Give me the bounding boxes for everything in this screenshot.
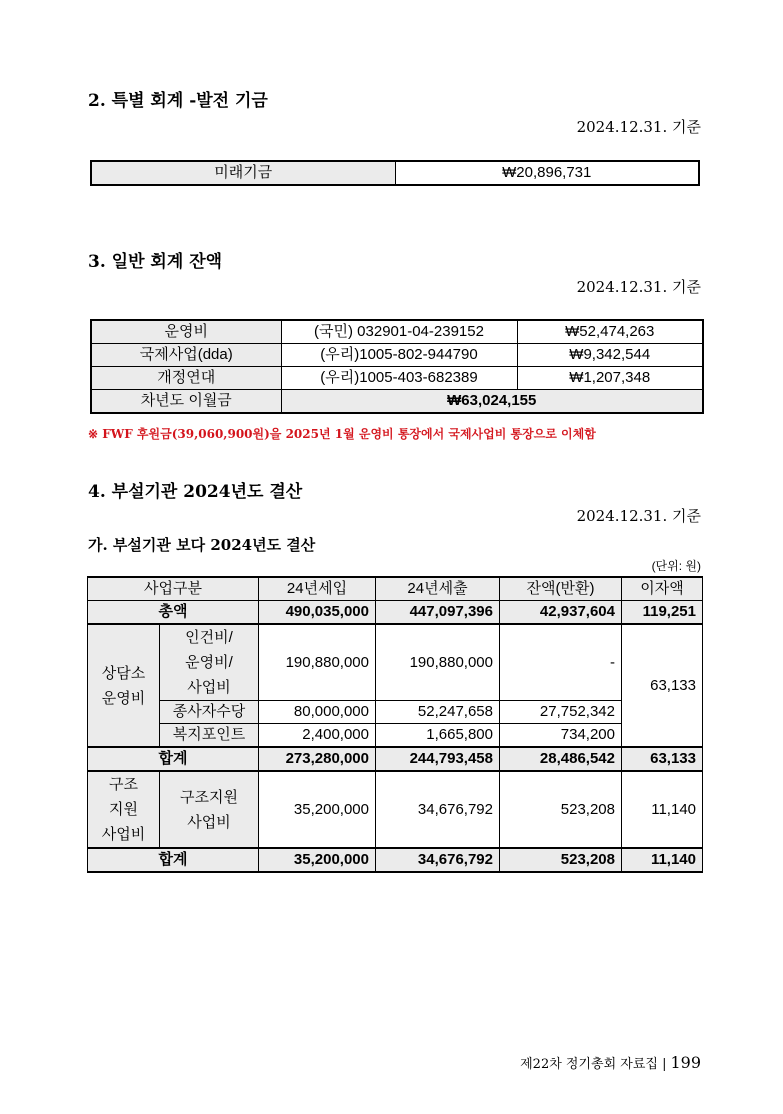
subtotal-interest: 63,133 bbox=[622, 747, 703, 771]
unit-label: (단위: 원) bbox=[651, 559, 701, 573]
counseling-item-expense: 52,247,658 bbox=[376, 701, 500, 724]
account-number: (우리)1005-403-682389 bbox=[281, 367, 517, 390]
rescue-subtotal-row bbox=[88, 848, 703, 872]
counseling-item-income: 2,400,000 bbox=[259, 724, 376, 748]
settlement-table bbox=[87, 576, 703, 873]
future-fund-value: ₩20,896,731 bbox=[502, 164, 592, 181]
total-row bbox=[88, 601, 703, 625]
future-fund-table bbox=[90, 160, 700, 186]
counseling-item-label: 복지포인트 bbox=[160, 724, 259, 748]
header-interest: 이자액 bbox=[622, 577, 703, 601]
subtotal-label: 합계 bbox=[88, 747, 259, 771]
page-footer bbox=[520, 1053, 701, 1072]
counseling-item-income: 190,880,000 bbox=[259, 624, 376, 701]
header-balance: 잔액(반환) bbox=[500, 577, 622, 601]
footer-text: 제22차 정기총회 자료집 | bbox=[520, 1057, 667, 1072]
account-name: 개정연대 bbox=[91, 367, 281, 390]
carryover-label: 차년도 이월금 bbox=[91, 390, 281, 414]
subtotal-income: 35,200,000 bbox=[259, 848, 376, 872]
subtotal-income: 273,280,000 bbox=[259, 747, 376, 771]
header-row bbox=[88, 577, 703, 601]
table-row bbox=[88, 701, 703, 724]
section4-title: 4. 부설기관 2024년도 결산 bbox=[88, 482, 303, 502]
section4-date: 2024.12.31. 기준 bbox=[576, 507, 701, 525]
subtotal-expense: 34,676,792 bbox=[376, 848, 500, 872]
account-name: 운영비 bbox=[91, 320, 281, 344]
table-row bbox=[88, 771, 703, 848]
counseling-item-balance: 27,752,342 bbox=[500, 701, 622, 724]
page-number: 199 bbox=[670, 1053, 701, 1072]
section4-subtitle: 가. 부설기관 보다 2024년도 결산 bbox=[88, 536, 316, 554]
rescue-group-label: 구조 지원 사업비 bbox=[88, 771, 160, 848]
account-number: (우리)1005-802-944790 bbox=[281, 344, 517, 367]
table-row bbox=[88, 724, 703, 748]
counseling-item-label: 종사자수당 bbox=[160, 701, 259, 724]
total-expense: 447,097,396 bbox=[376, 601, 500, 625]
account-name: 국제사업(dda) bbox=[91, 344, 281, 367]
rescue-item-balance: 523,208 bbox=[500, 771, 622, 848]
rescue-item-interest: 11,140 bbox=[622, 771, 703, 848]
section2-title: 2. 특별 회계 -발전 기금 bbox=[88, 91, 268, 111]
section2-date: 2024.12.31. 기준 bbox=[576, 118, 701, 136]
counseling-group-label: 상담소 운영비 bbox=[88, 624, 160, 747]
rescue-item-label: 구조지원 사업비 bbox=[160, 771, 259, 848]
total-label: 총액 bbox=[88, 601, 259, 625]
carryover-value: ₩63,024,155 bbox=[447, 392, 537, 409]
counseling-item-label: 인건비/ 운영비/ 사업비 bbox=[160, 624, 259, 701]
rescue-item-income: 35,200,000 bbox=[259, 771, 376, 848]
subtotal-expense: 244,793,458 bbox=[376, 747, 500, 771]
table-row bbox=[88, 624, 703, 701]
subtotal-label: 합계 bbox=[88, 848, 259, 872]
total-income: 490,035,000 bbox=[259, 601, 376, 625]
counseling-item-income: 80,000,000 bbox=[259, 701, 376, 724]
section3-title: 3. 일반 회계 잔액 bbox=[88, 252, 223, 272]
account-amount: ₩9,342,544 bbox=[569, 346, 651, 363]
table-row bbox=[91, 320, 703, 344]
total-balance: 42,937,604 bbox=[500, 601, 622, 625]
subtotal-balance: 523,208 bbox=[500, 848, 622, 872]
table-row bbox=[91, 367, 703, 390]
counseling-item-expense: 190,880,000 bbox=[376, 624, 500, 701]
header-income: 24년세입 bbox=[259, 577, 376, 601]
subtotal-interest: 11,140 bbox=[622, 848, 703, 872]
table-row bbox=[91, 344, 703, 367]
header-category: 사업구분 bbox=[88, 577, 259, 601]
counseling-subtotal-row bbox=[88, 747, 703, 771]
general-balance-table bbox=[90, 319, 704, 414]
subtotal-balance: 28,486,542 bbox=[500, 747, 622, 771]
counseling-interest: 63,133 bbox=[622, 624, 703, 747]
future-fund-label: 미래기금 bbox=[91, 161, 395, 185]
counseling-item-balance: 734,200 bbox=[500, 724, 622, 748]
account-number: (국민) 032901-04-239152 bbox=[281, 320, 517, 344]
account-amount: ₩1,207,348 bbox=[569, 369, 651, 386]
header-expense: 24년세출 bbox=[376, 577, 500, 601]
counseling-item-balance: - bbox=[500, 624, 622, 701]
account-amount: ₩52,474,263 bbox=[565, 323, 655, 340]
total-interest: 119,251 bbox=[622, 601, 703, 625]
transfer-note: ※ FWF 후원금(39,060,900원)을 2025년 1월 운영비 통장에서 국제사업비 통장으로 이체함 bbox=[88, 427, 596, 441]
section3-date: 2024.12.31. 기준 bbox=[576, 278, 701, 296]
carryover-row bbox=[91, 390, 703, 414]
rescue-item-expense: 34,676,792 bbox=[376, 771, 500, 848]
counseling-item-expense: 1,665,800 bbox=[376, 724, 500, 748]
